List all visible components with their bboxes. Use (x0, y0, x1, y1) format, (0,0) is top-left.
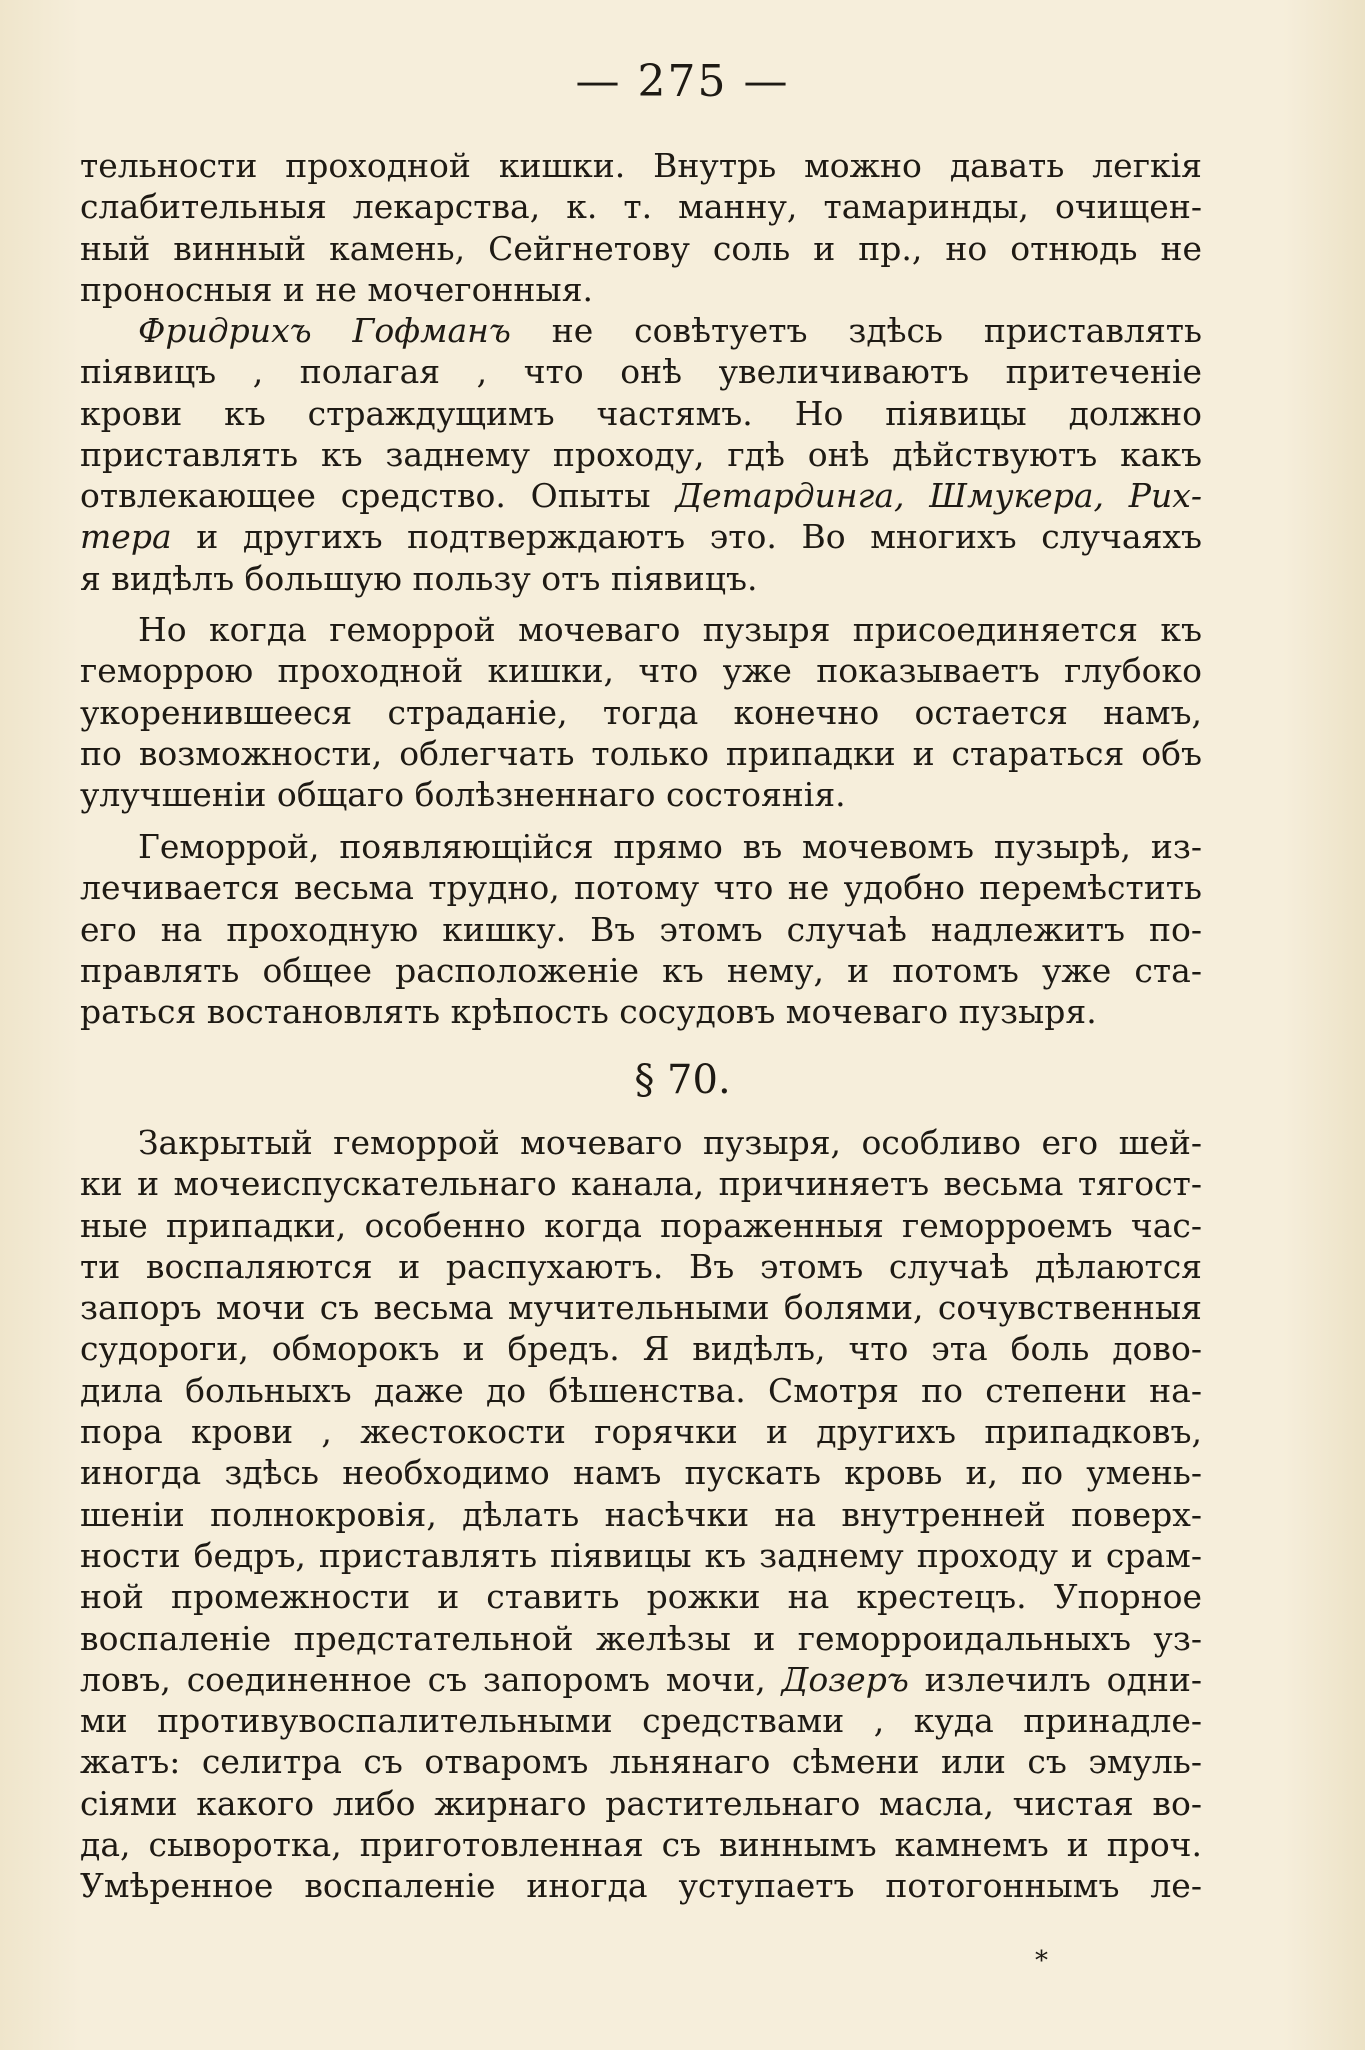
text-line (80, 434, 1202, 475)
line-text: раться востановлять крѣпость сосудовъ мочеваго пузыря. (80, 992, 1097, 1032)
text-line (80, 310, 1202, 351)
line-text: воспаленіе предстательной желѣзы и геморроидальныхъ уз- (80, 1618, 1202, 1658)
line-text: лечивается весьма трудно, потому что не удобно перемѣстить (80, 868, 1202, 908)
text-line (80, 1494, 1202, 1535)
text-line (80, 1576, 1202, 1617)
text-line (80, 1163, 1202, 1204)
line-text: Но когда геморрой мочеваго пузыря присоединяется къ (138, 610, 1202, 649)
text-line (80, 1205, 1202, 1246)
line-text: Геморрой, появляющійся прямо въ мочевомъ пузырѣ, из- (138, 827, 1202, 866)
line-text: геморрою проходной кишки, что уже показываетъ глубоко (80, 651, 1202, 691)
text-line (80, 1411, 1202, 1452)
line-text: ти воспаляются и распухаютъ. Въ этомъ случаѣ дѣлаются (80, 1246, 1202, 1286)
line-text: Умѣренное воспаленіе иногда уступаетъ потогоннымъ ле- (80, 1866, 1202, 1906)
text-line (80, 269, 1202, 310)
line-text: укоренившееся страданіе, тогда конечно остается намъ, (80, 692, 1202, 732)
text-line (80, 867, 1202, 908)
line-text: ности бедръ, приставлять піявицы къ заднему проходу и срам- (80, 1535, 1202, 1575)
paragraph-1 (80, 145, 1202, 310)
paragraph-4 (80, 826, 1202, 1032)
text-line (80, 1618, 1202, 1659)
text-line (80, 1535, 1202, 1576)
line-text: ки и мочеиспускательнаго канала, причиняетъ весьма тягост- (80, 1164, 1202, 1204)
text-line (80, 475, 1202, 516)
line-text: отвлекающее средство. Опыты (80, 476, 676, 516)
line-text: и другихъ подтверждаютъ это. Во многихъ случаяхъ (171, 517, 1202, 557)
text-line (80, 1452, 1202, 1493)
text-line (80, 1700, 1202, 1741)
line-text: ные припадки, особенно когда пораженныя геморроемъ час- (80, 1205, 1202, 1245)
text-line (80, 774, 1202, 815)
text-line (80, 186, 1202, 227)
line-text: я видѣлъ большую пользу отъ піявицъ. (80, 558, 758, 598)
line-text: да, сыворотка, приготовленная съ виннымъ камнемъ и проч. (80, 1825, 1202, 1865)
line-text: сіями какого либо жирнаго растительнаго масла, чистая во- (80, 1783, 1202, 1823)
line-text: ловъ, соединенное съ запоромъ мочи, (80, 1659, 782, 1699)
line-text: судороги, обморокъ и бредъ. Я видѣлъ, что эта боль дово- (80, 1329, 1202, 1369)
line-text: піявицъ , полагая , что онѣ увеличиваютъ притеченіе (80, 352, 1202, 392)
line-text: улучшеніи общаго болѣзненнаго состоянія. (80, 775, 846, 815)
line-text: проносныя и не мочегонныя. (80, 269, 593, 309)
text-line (80, 1865, 1202, 1906)
page-number: — 275 — (575, 56, 790, 107)
text-line (80, 733, 1202, 774)
line-text: дила больныхъ даже до бѣшенства. Смотря по степени на- (80, 1370, 1202, 1410)
signature-mark: * (1035, 1946, 1048, 1976)
text-line (80, 609, 1202, 650)
text-line (80, 692, 1202, 733)
line-text: ми противувоспалительными средствами , куда принадле- (80, 1701, 1202, 1741)
line-text: не совѣтуетъ здѣсь приставлять (510, 311, 1202, 350)
italic-name: Дозеръ (781, 1659, 909, 1699)
line-text: приставлять къ заднему проходу, гдѣ онѣ дѣйствуютъ какъ (80, 434, 1202, 474)
text-line (80, 909, 1202, 950)
line-text: крови къ страждущимъ частямъ. Но піявицы должно (80, 393, 1202, 433)
text-line (80, 1287, 1202, 1328)
line-text: ный винный камень, Сейгнетову соль и пр., но отнюдь не (80, 228, 1202, 268)
line-text: ной промежности и ставить рожки на крестецъ. Упорное (80, 1577, 1202, 1617)
text-line (80, 228, 1202, 269)
text-line (80, 393, 1202, 434)
italic-name: Детардинга, Шмукера, Рих- (675, 476, 1202, 516)
text-line (80, 1370, 1202, 1411)
text-line (80, 991, 1202, 1032)
line-text: правлять общее расположеніе къ нему, и потомъ уже ста- (80, 950, 1202, 990)
line-text: пора крови , жестокости горячки и другихъ припадковъ, (80, 1412, 1202, 1452)
line-text: жатъ: селитра съ отваромъ льнянаго сѣмени или съ эмуль- (80, 1742, 1202, 1782)
text-line (80, 1246, 1202, 1287)
line-text: излечилъ одни- (908, 1659, 1202, 1699)
italic-name: Фридрихъ Гофманъ (138, 311, 511, 350)
text-line (80, 1659, 1202, 1700)
text-line (80, 558, 1202, 599)
text-line (80, 145, 1202, 186)
line-text: тельности проходной кишки. Внутрь можно давать легкія (80, 146, 1202, 185)
italic-name: тера (80, 517, 172, 557)
line-text: Закрытый геморрой мочеваго пузыря, особливо его шей- (138, 1123, 1202, 1162)
text-line (80, 351, 1202, 392)
text-line (80, 950, 1202, 991)
text-line (80, 1328, 1202, 1369)
text-line (80, 1741, 1202, 1782)
paragraph-2 (80, 310, 1202, 599)
line-text: слабительныя лекарства, к. т. манну, тамаринды, очищен- (80, 187, 1202, 227)
text-line (80, 650, 1202, 691)
paragraph-5 (80, 1122, 1202, 1907)
line-text: по возможности, облегчать только припадки и стараться объ (80, 733, 1202, 773)
section-heading: § 70. (634, 1057, 731, 1103)
line-text: запоръ мочи съ весьма мучительными болями, сочувственныя (80, 1288, 1202, 1328)
text-line (80, 1824, 1202, 1865)
paragraph-3 (80, 609, 1202, 815)
text-line (80, 1783, 1202, 1824)
line-text: шеніи полнокровія, дѣлать насѣчки на внутренней поверх- (80, 1494, 1202, 1534)
line-text: его на проходную кишку. Въ этомъ случаѣ надлежитъ по- (80, 909, 1202, 949)
text-line (80, 1122, 1202, 1163)
text-line (80, 516, 1202, 557)
text-line (80, 826, 1202, 867)
line-text: иногда здѣсь необходимо намъ пускать кровь и, по умень- (80, 1453, 1202, 1493)
